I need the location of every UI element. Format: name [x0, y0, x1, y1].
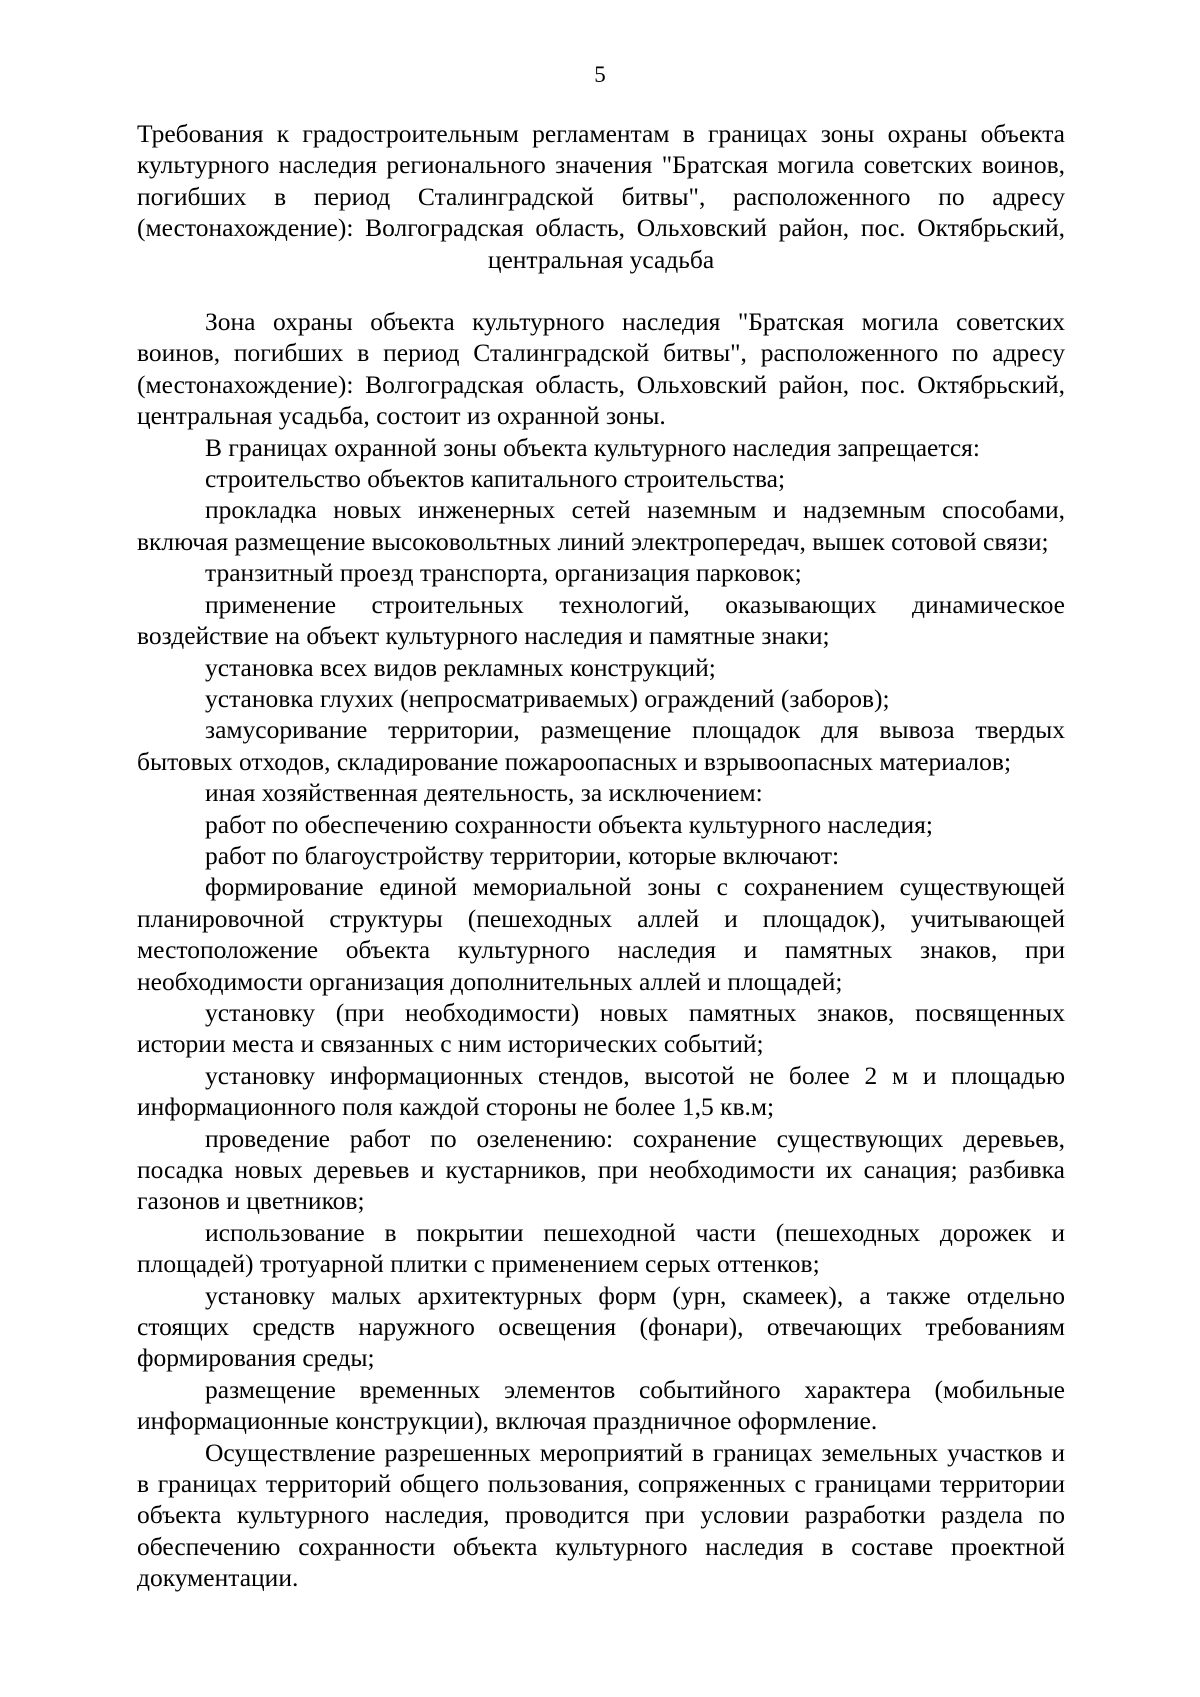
list-item: формирование единой мемориальной зоны с сохранением существующей планировочной структуры (пешеходных аллей и площадок), учитывающей местоположение объекта культурного наследия и памятных знаков, при необходимости организация дополнительных аллей и площадей;	[137, 872, 1065, 996]
list-item: строительство объектов капитального строительства;	[205, 464, 786, 494]
list-item: иная хозяйственная деятельность, за исключением:	[205, 778, 763, 808]
list-item: установку информационных стендов, высотой не более 2 м и площадью информационного поля каждой стороны не более 1,5 кв.м;	[137, 1060, 1065, 1122]
list-item: проведение работ по озеленению: сохранение существующих деревьев, посадка новых деревьев и кустарников, при необходимости их санация; разбивка газонов и цветников;	[137, 1123, 1065, 1216]
paragraph-zone-description: Зона охраны объекта культурного наследия "Братская могила советских воинов, погибших в период Сталинградской битвы", расположенного по адресу (местонахождение): Волгоградская область, Ольховский район, пос. Октябрьский, центральная усадьба, состоит из охранной зоны.	[137, 307, 1065, 431]
document-heading: Требования к градостроительным регламентам в границах зоны охраны объекта культурного наследия регионального значения "Братская могила советских воинов, погибших в период Сталинградской битвы", расположенного по адресу (местонахождение): Волгоградская область, Ольховский район, пос. Октябрьский, центральная усадьба	[137, 119, 1065, 274]
list-item: установка всех видов рекламных конструкций;	[205, 652, 716, 682]
document-body	[137, 118, 1065, 1594]
list-item: установка глухих (непросматриваемых) ограждений (заборов);	[205, 683, 890, 713]
list-item: замусоривание территории, размещение площадок для вывоза твердых бытовых отходов, складирование пожароопасных и взрывоопасных материалов;	[137, 715, 1065, 776]
list-item: транзитный проезд транспорта, организация парковок;	[205, 558, 802, 588]
page-number: 5	[594, 62, 606, 87]
list-item: использование в покрытии пешеходной части (пешеходных дорожек и площадей) тротуарной плитки с применением серых оттенков;	[137, 1217, 1065, 1279]
paragraph-conditions: Осуществление разрешенных мероприятий в границах земельных участков и в границах территорий общего пользования, сопряженных с границами территории объекта культурного наследия, проводится при условии разработки раздела по обеспечению сохранности объекта культурного наследия в составе проектной документации.	[137, 1437, 1065, 1593]
list-item: установку малых архитектурных форм (урн, скамеек), а также отдельно стоящих средств наружного освещения (фонари), отвечающих требованиям формирования среды;	[137, 1280, 1065, 1373]
list-item: размещение временных элементов событийного характера (мобильные информационные конструкции), включая праздничное оформление.	[137, 1374, 1065, 1436]
list-item: установку (при необходимости) новых памятных знаков, посвященных истории места и связанных с ним исторических событий;	[137, 997, 1065, 1059]
list-item: применение строительных технологий, оказывающих динамическое воздействие на объект культурного наследия и памятные знаки;	[137, 589, 1065, 651]
list-item: работ по благоустройству территории, которые включают:	[205, 840, 840, 870]
paragraph-prohibitions-intro: В границах охранной зоны объекта культурного наследия запрещается:	[205, 432, 980, 462]
list-item: работ по обеспечению сохранности объекта культурного наследия;	[205, 809, 933, 839]
list-item: прокладка новых инженерных сетей наземным и надземным способами, включая размещение высоковольтных линий электропередач, вышек сотовой связи;	[137, 495, 1065, 556]
